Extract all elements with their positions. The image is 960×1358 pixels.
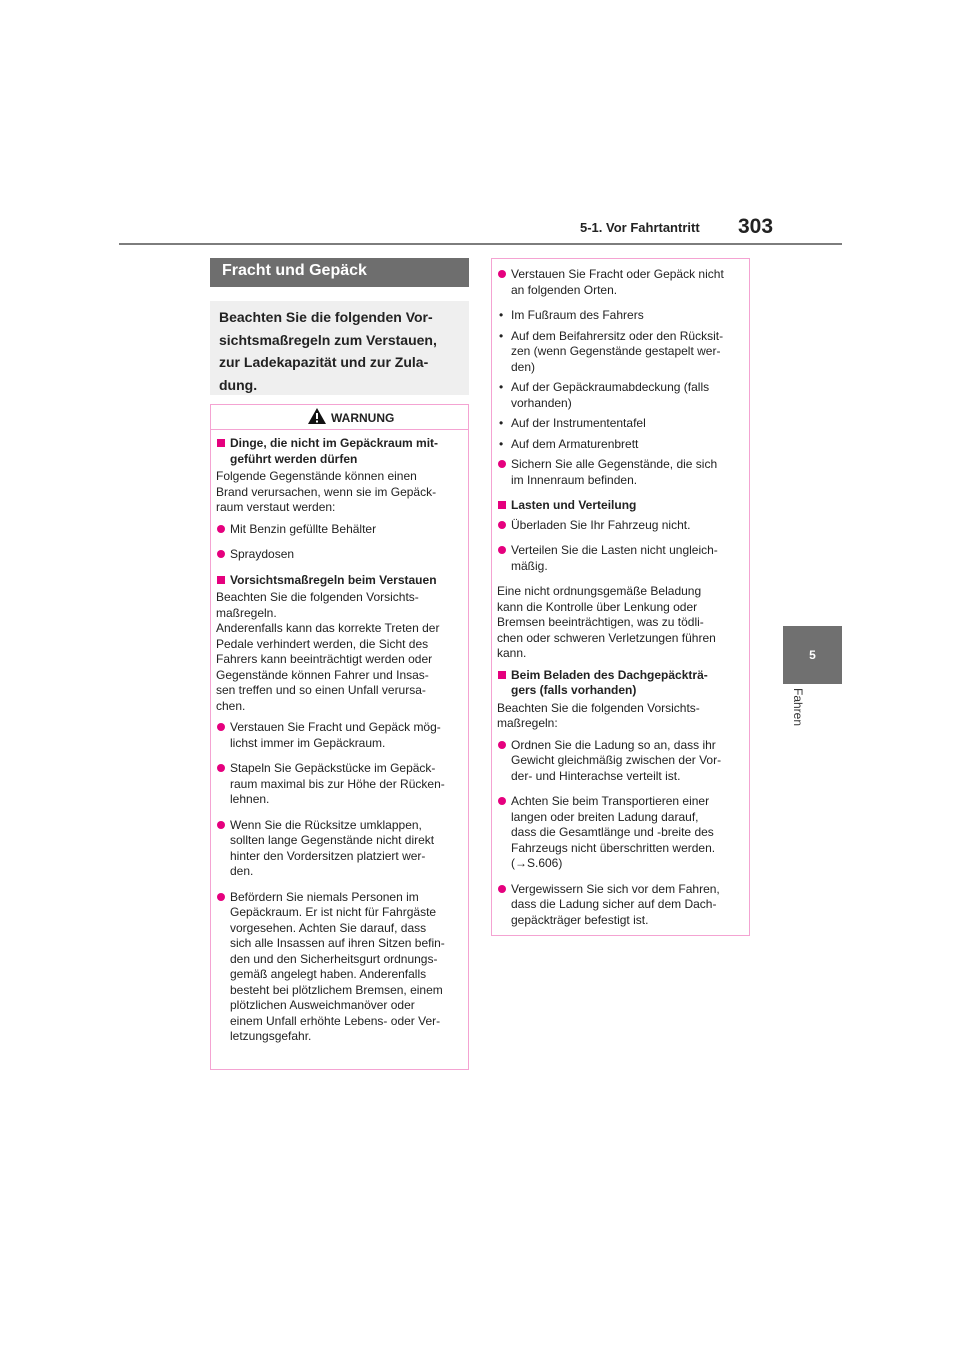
list-item: Verteilen Sie die Lasten nicht ungleich- mäßig. [497,543,744,574]
list-item: Spraydosen [216,547,463,563]
list-item: Vergewissern Sie sich vor dem Fahren, dass die Ladung sicher auf dem Dach- gepäckträger befestigt ist. [497,882,744,929]
warning-heading: Beim Beladen des Dachgepäckträ- gers (falls vorhanden) [497,668,744,699]
warning-box-continued [491,258,750,936]
bullet-item: • Auf der Instrumententafel [497,416,744,432]
bullet-item: • Auf dem Beifahrersitz oder den Rücksit- zen (wenn Gegenstände gestapelt wer- den) [497,329,744,376]
warning-paragraph: Beachten Sie die folgenden Vorsichts- maßregeln: [497,700,700,730]
warning-heading: Lasten und Verteilung [497,498,744,514]
list-item: Stapeln Sie Gepäckstücke im Gepäck- raum maximal bis zur Höhe der Rücken- lehnen. [216,761,463,808]
list-item: Befördern Sie niemals Personen im Gepäckraum. Er ist nicht für Fahrgäste vorgesehen. Achten Sie darauf, dass sich alle Insassen auf ihren Sitzen befin- den und den Sicherheitsgurt ordnungs- gemäß angelegt haben. Anderenfalls besteht bei plötzlichem Bremsen, einem plötzlichen Ausweichmanöver oder einem Unfall erhöhte Lebens- oder Ver- letzungsgefahr. [216,890,463,1045]
section-heading: 5-1. Vor Fahrtantritt [580,220,700,235]
warning-label: WARNUNG [331,411,395,425]
intro-box: Beachten Sie die folgenden Vor- sichtsmaßregeln zum Verstauen, zur Ladekapazität und zur Zula- dung. [210,301,469,395]
list-item: Ordnen Sie die Ladung so an, dass ihr Gewicht gleichmäßig zwischen der Vor- der- und Hinterachse verteilt ist. [497,738,744,785]
warning-paragraph: Folgende Gegenstände können einen Brand verursachen, wenn sie im Gepäck- raum verstaut werden: [216,469,437,514]
chapter-label: Fahren [791,688,805,727]
warning-paragraph: Beachten Sie die folgenden Vorsichts- maßregeln. Anderenfalls kann das korrekte Treten der Pedale verhindert werden, die Sicht des Fahrers kann beeinträchtigt werden oder Gegenstände können Fahrer und Insas- sen treffen und so einen Unfall verursa- chen. [216,590,440,713]
warning-heading: Dinge, die nicht im Gepäckraum mit- geführt werden dürfen [216,436,463,467]
header-rule [119,243,842,245]
bullet-item: • Auf dem Armaturenbrett [497,437,744,453]
bullet-item: • Auf der Gepäckraumabdeckung (falls vorhanden) [497,380,744,411]
list-item: Überladen Sie Ihr Fahrzeug nicht. [497,518,744,534]
bullet-item: • Im Fußraum des Fahrers [497,308,744,324]
page-number: 303 [738,215,774,238]
warning-header [211,405,468,430]
section-title: Fracht und Gepäck [210,258,469,287]
list-item: Mit Benzin gefüllte Behälter [216,522,463,538]
list-item: Achten Sie beim Transportieren einer langen oder breiten Ladung darauf, dass die Gesamtlänge und -breite des Fahrzeugs nicht überschritten werden. (→S.606) [497,794,744,872]
list-item: Sichern Sie alle Gegenstände, die sich im Innenraum befinden. [497,457,744,488]
warning-paragraph: Eine nicht ordnungsgemäße Beladung kann die Kontrolle über Lenkung oder Bremsen beeinträchtigen, was zu tödli- chen oder schweren Verletzungen führen kann. [497,584,716,660]
warning-heading: Vorsichtsmaßregeln beim Verstauen [216,573,463,589]
list-item: Wenn Sie die Rücksitze umklappen, sollten lange Gegenstände nicht direkt hinter den Vordersitzen platziert wer- den. [216,818,463,880]
warning-icon [307,407,327,425]
warning-box [210,404,469,1070]
chapter-tab: 5 [783,626,842,684]
list-item: Verstauen Sie Fracht oder Gepäck nicht an folgenden Orten. [497,267,744,298]
list-item: Verstauen Sie Fracht und Gepäck mög- lichst immer im Gepäckraum. [216,720,463,751]
